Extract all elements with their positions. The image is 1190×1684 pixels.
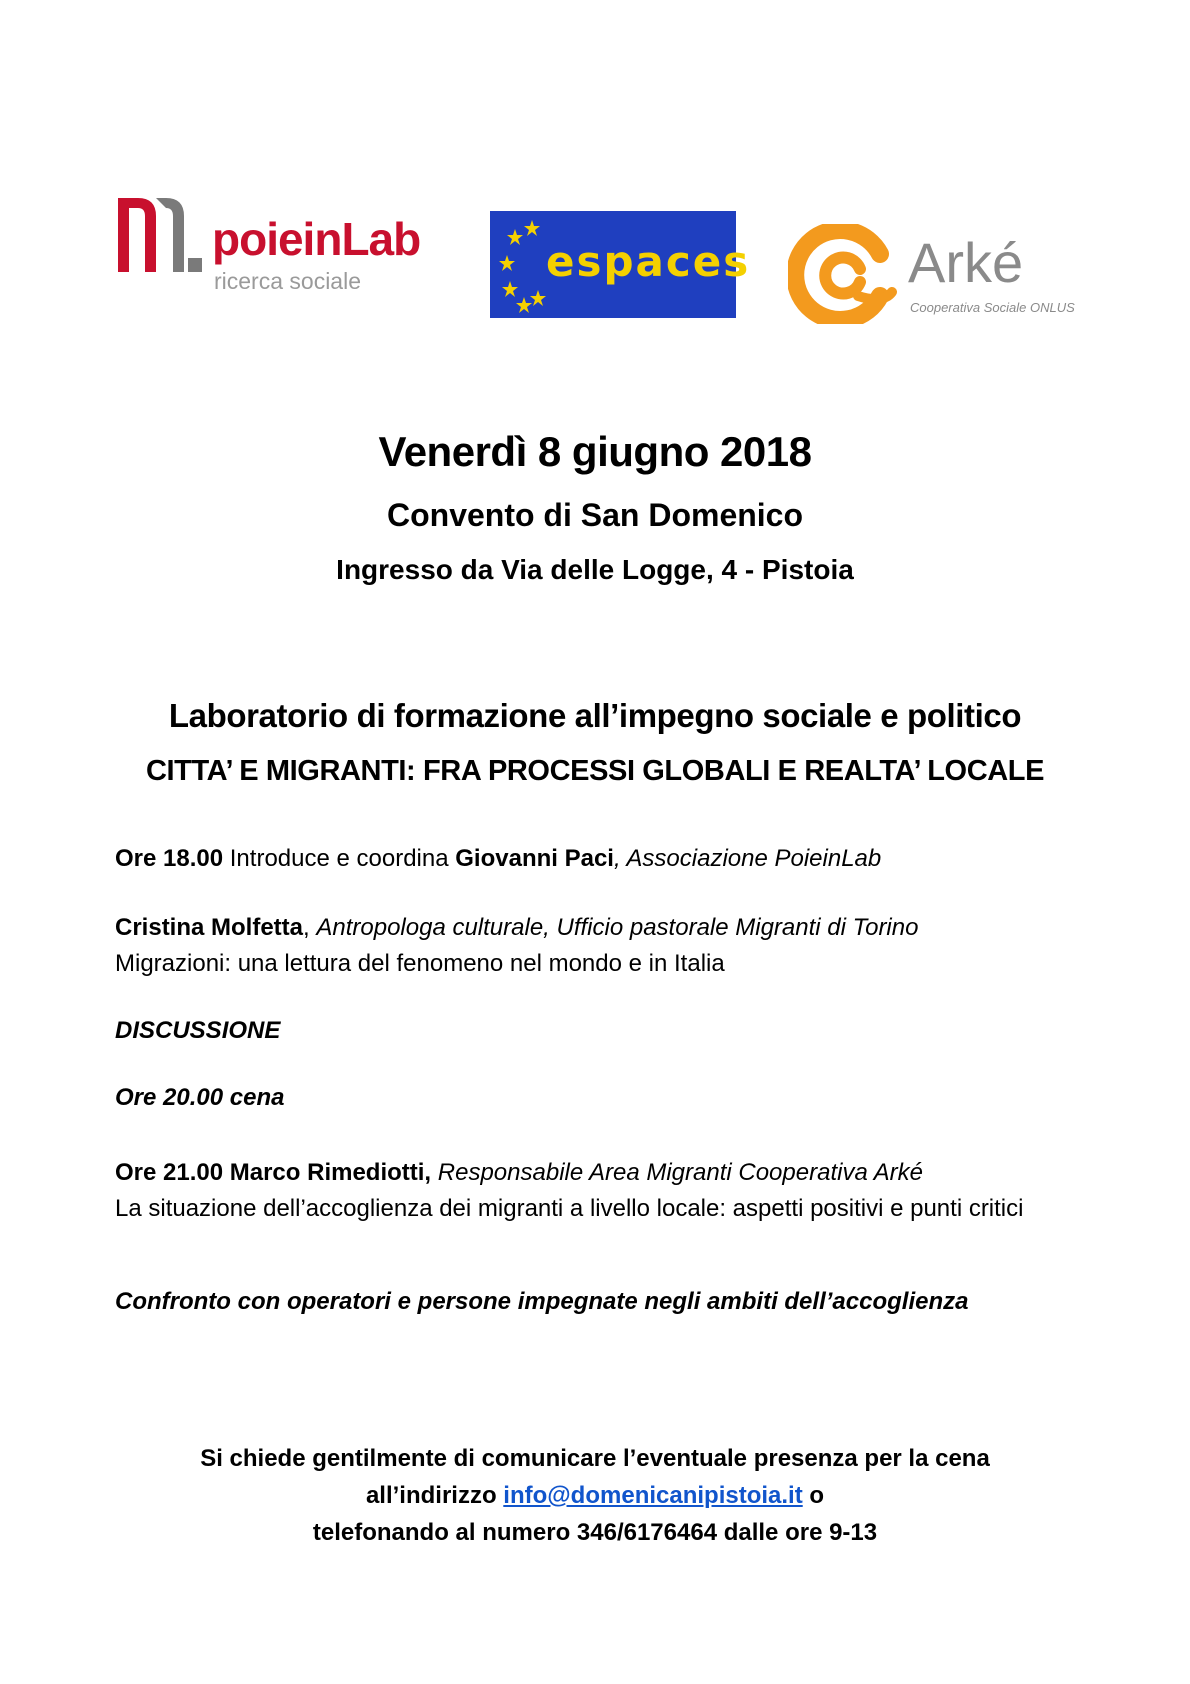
email-link[interactable]: info@domenicanipistoia.it — [503, 1482, 803, 1509]
arke-name: Arké — [908, 231, 1024, 294]
event-title: Laboratorio di formazione all’impegno sociale e politico — [168, 697, 1022, 734]
footer-line-2-suffix: o — [802, 1482, 825, 1509]
poieinlab-name: poieinLab — [212, 213, 421, 265]
program-discussion: DISCUSSIONE — [115, 1017, 281, 1044]
poieinlab-logo — [116, 198, 466, 308]
program-item-2 — [115, 910, 1075, 982]
arke-spiral-icon — [788, 224, 898, 324]
program-role: Responsabile Area Migranti Cooperativa Arké — [431, 1159, 923, 1186]
program-text: Introduce e coordina — [223, 845, 456, 872]
espaces-name: espaces — [546, 237, 751, 286]
footer-line-2 — [0, 1477, 1190, 1514]
footer-line-2-prefix: all’indirizzo — [365, 1482, 504, 1509]
event-address: Ingresso da Via delle Logge, 4 - Pistoia — [336, 554, 854, 585]
program-topic: La situazione dell’accoglienza dei migranti a livello locale: aspetti positivi e punti critici — [115, 1195, 1024, 1222]
program-item-1 — [115, 841, 1075, 877]
arke-subtitle: Cooperativa Sociale ONLUS — [910, 300, 1075, 315]
arke-logo — [788, 224, 1075, 324]
program-speaker: Giovanni Paci — [455, 845, 614, 872]
program-item-3 — [115, 1155, 1075, 1227]
footer-line-3: telefonando al numero 346/6176464 dalle ore 9-13 — [312, 1519, 878, 1546]
program-role: , Associazione PoieinLab — [613, 845, 882, 872]
footer-line-1: Si chiede gentilmente di comunicare l’eventuale presenza per la cena — [200, 1445, 990, 1472]
program-topic: Migrazioni: una lettura del fenomeno nel mondo e in Italia — [115, 950, 725, 977]
espaces-logo — [490, 211, 751, 318]
program-time-speaker: Ore 21.00 Marco Rimediotti, — [115, 1159, 432, 1186]
program-dinner: Ore 20.00 cena — [115, 1084, 285, 1111]
event-subtitle: CITTA’ E MIGRANTI: FRA PROCESSI GLOBALI E REALTA’ LOCALE — [145, 755, 1045, 787]
program-speaker: Cristina Molfetta — [115, 914, 304, 941]
program-separator: , — [303, 914, 317, 941]
event-venue: Convento di San Domenico — [386, 497, 804, 533]
event-date: Venerdì 8 giugno 2018 — [378, 428, 812, 475]
poieinlab-subtitle: ricerca sociale — [214, 268, 361, 294]
program-role: Antropologa culturale, Ufficio pastorale Migranti di Torino — [316, 914, 919, 941]
footer — [0, 1440, 1190, 1551]
program-closing: Confronto con operatori e persone impegnate negli ambiti dell’accoglienza — [115, 1288, 969, 1315]
program-time: Ore 18.00 — [115, 845, 224, 872]
